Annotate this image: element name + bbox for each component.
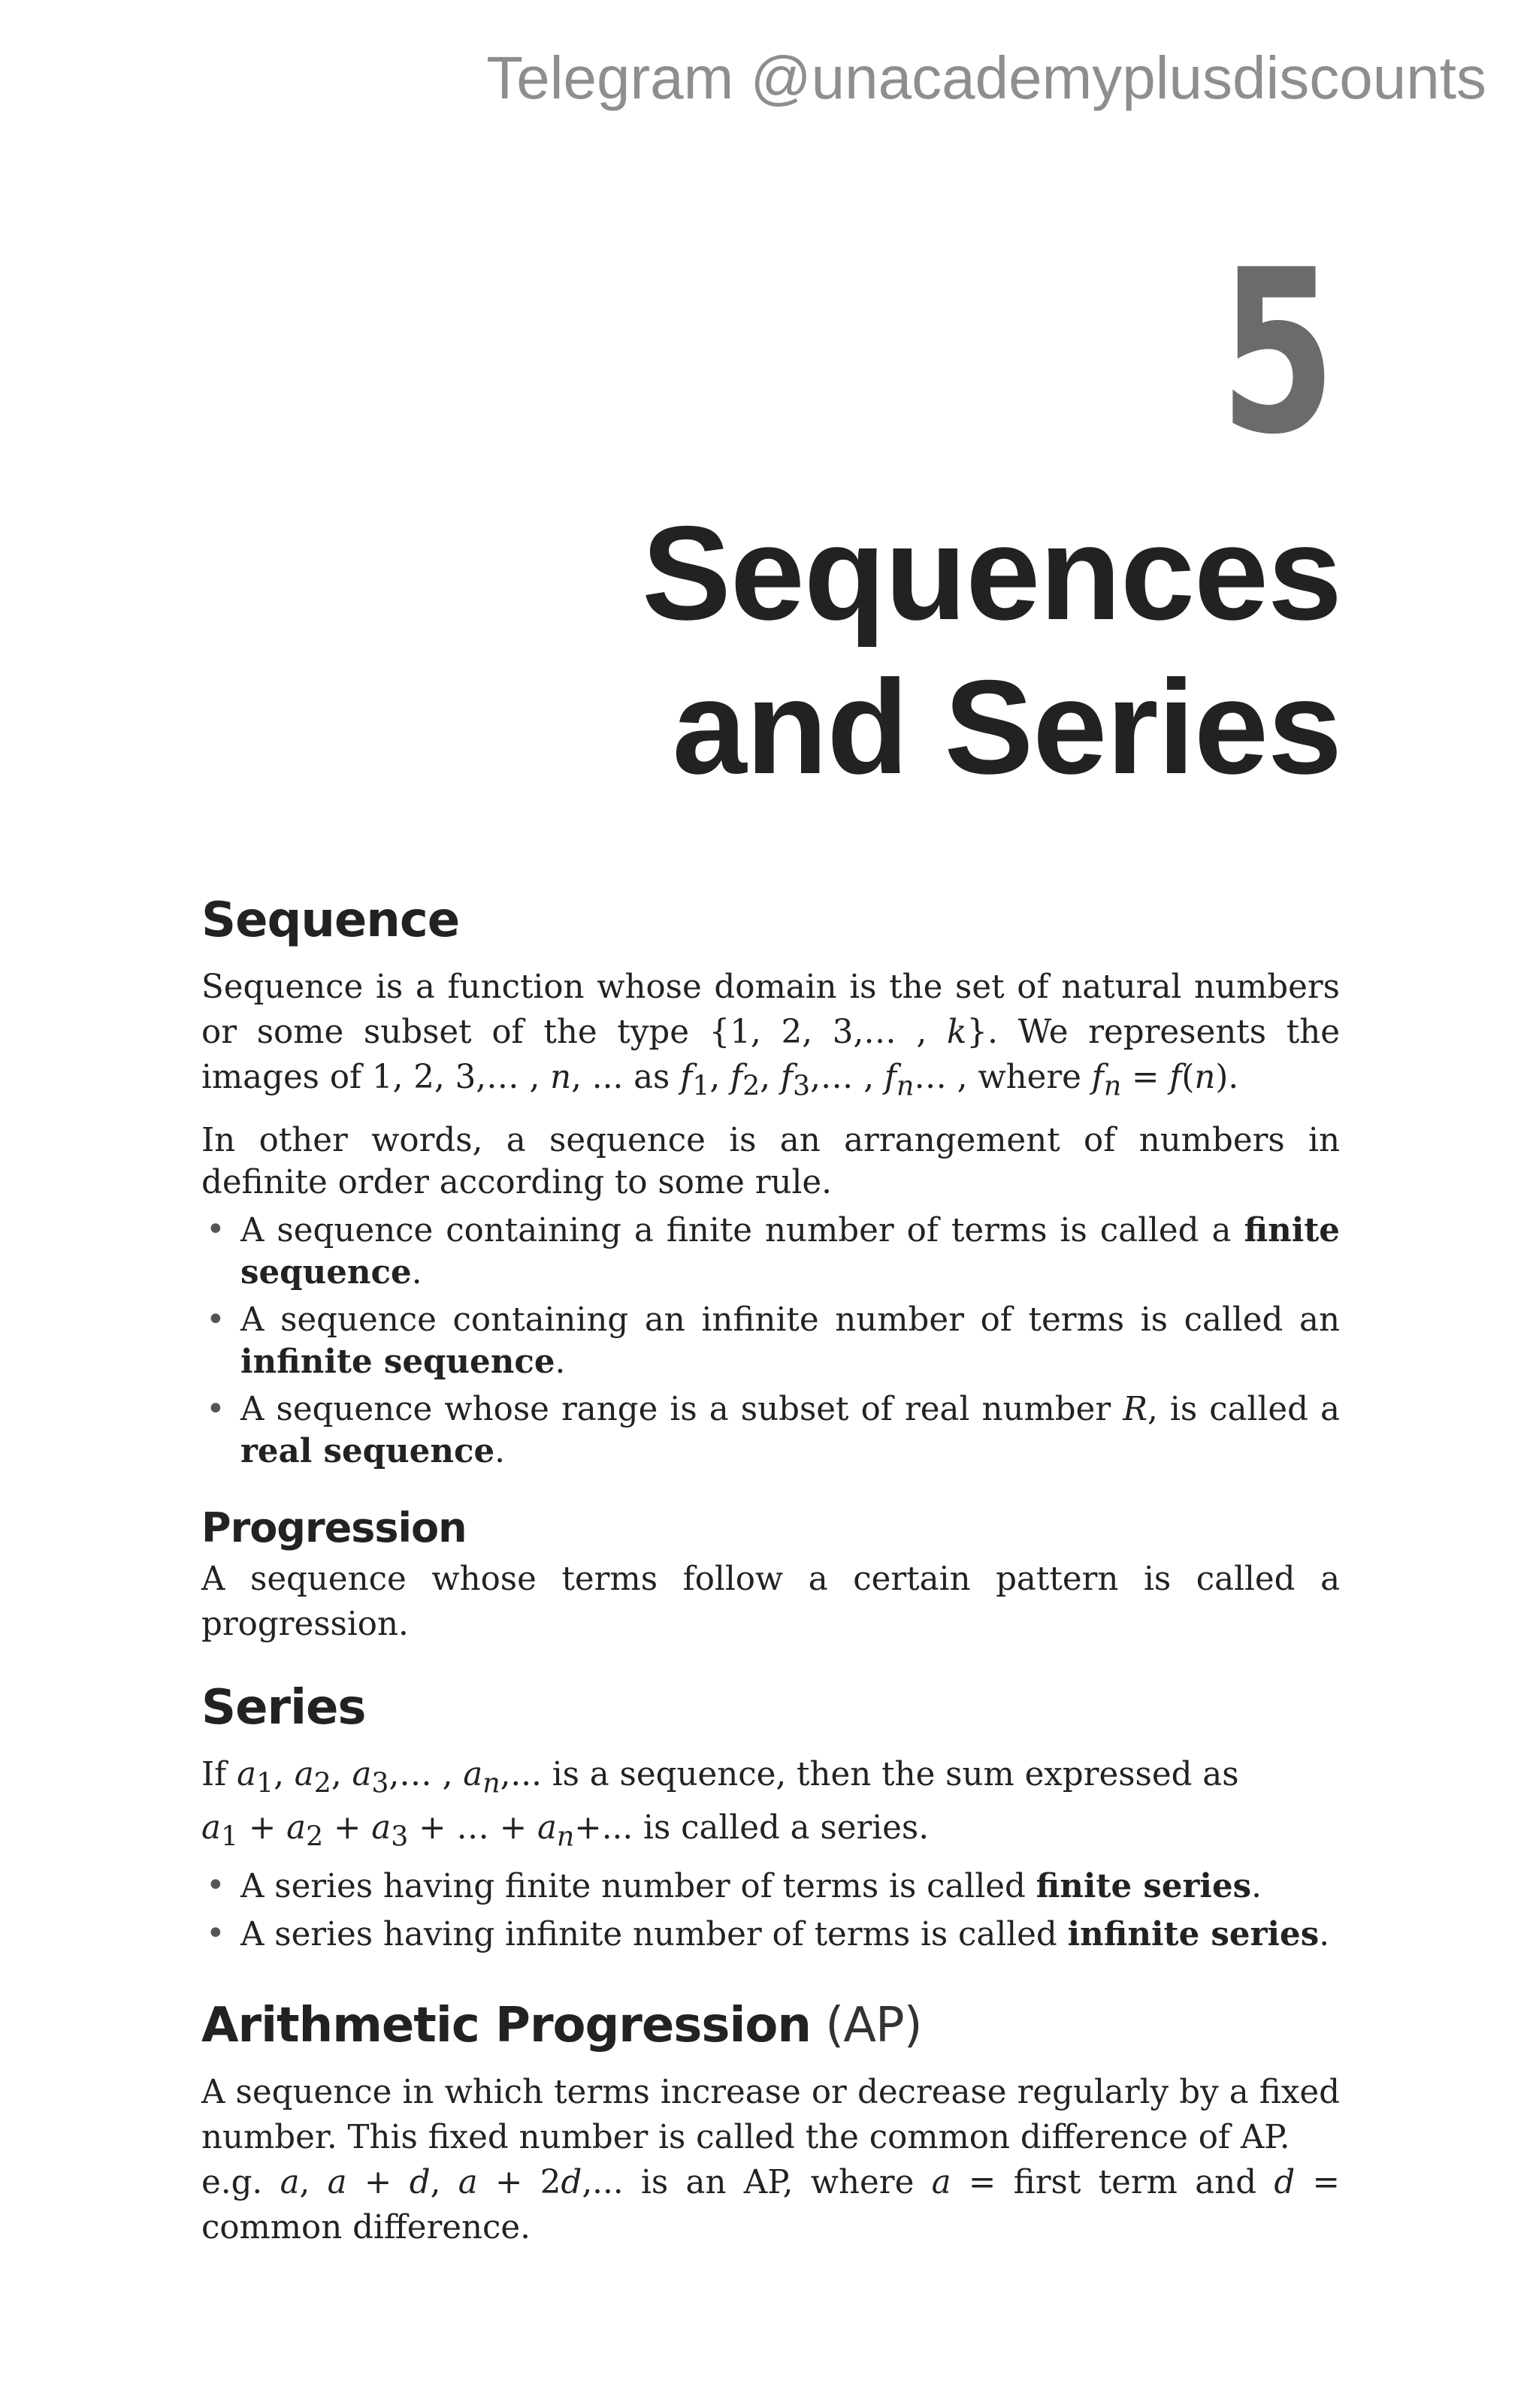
sequence-bullet-list (201, 1210, 1340, 1473)
section-heading-arithmetic-progression: Arithmetic Progression (AP) (201, 1998, 922, 2054)
ap-example-paragraph: e.g. a, a + d, a + 2d,... is an AP, where a = first term and d = common difference. (201, 2164, 1341, 2247)
sequence-definition-paragraph: Sequence is a function whose domain is the set of natural numbers or some subset of the type {1, 2, 3,… , k}. We represents the images of 1, 2, 3,… , n, ... as $f_1$, $f_2$, $f_3,\dots$ , $f_n\dots$ , where $f_n = f(n)$. (201, 968, 1340, 1102)
list-item: • A sequence containing an infinite number of terms is called an infinite sequence. (206, 1301, 1340, 1381)
ap-definition-paragraph: A sequence in which terms increase or decrease regularly by a fixed number. This fixed number is called the common difference of AP. (201, 2074, 1340, 2157)
chapter-title-line-2: and Series (672, 652, 1341, 802)
chapter-number: 5 (1220, 222, 1336, 484)
section-heading-progression: Progression (201, 1503, 467, 1551)
page-content (201, 887, 1340, 2250)
series-definition-line-2: $a_1 + a_2 + a_3$ + … + $a_n+$... is called a series. (201, 1809, 930, 1854)
section-heading-sequence: Sequence (201, 893, 460, 948)
bullet-icon: • (206, 1915, 225, 1953)
series-definition-line-1: If $a_1$, $a_2$, $a_3,\dots$ , $a_n$,... is a sequence, then the sum expressed as (201, 1755, 1239, 1799)
series-bullet-list (201, 1866, 1340, 1956)
progression-paragraph: A sequence whose terms follow a certain pattern is called a progression. (201, 1560, 1340, 1643)
section-heading-series: Series (201, 1679, 366, 1736)
bullet-icon: • (206, 1210, 225, 1249)
bullet-icon: • (206, 1390, 225, 1428)
bullet-icon: • (206, 1301, 225, 1339)
chapter-title (642, 496, 1341, 804)
list-item: • A sequence containing a finite number of terms is called a finite sequence. (206, 1210, 1340, 1292)
sequence-other-words-paragraph: In other words, a sequence is an arrangement of numbers in definite order according to some rule. (201, 1121, 1340, 1201)
watermark-text: Telegram @unacademyplusdiscounts (486, 44, 1486, 111)
list-item: • A series having infinite number of terms is called infinite series. (206, 1915, 1330, 1954)
bullet-icon: • (206, 1867, 225, 1905)
list-item: • A series having finite number of terms is called finite series. (206, 1867, 1262, 1906)
chapter-title-line-1: Sequences (642, 498, 1341, 648)
list-item: • A sequence whose range is a subset of real number R, is called a real sequence. (206, 1390, 1340, 1470)
